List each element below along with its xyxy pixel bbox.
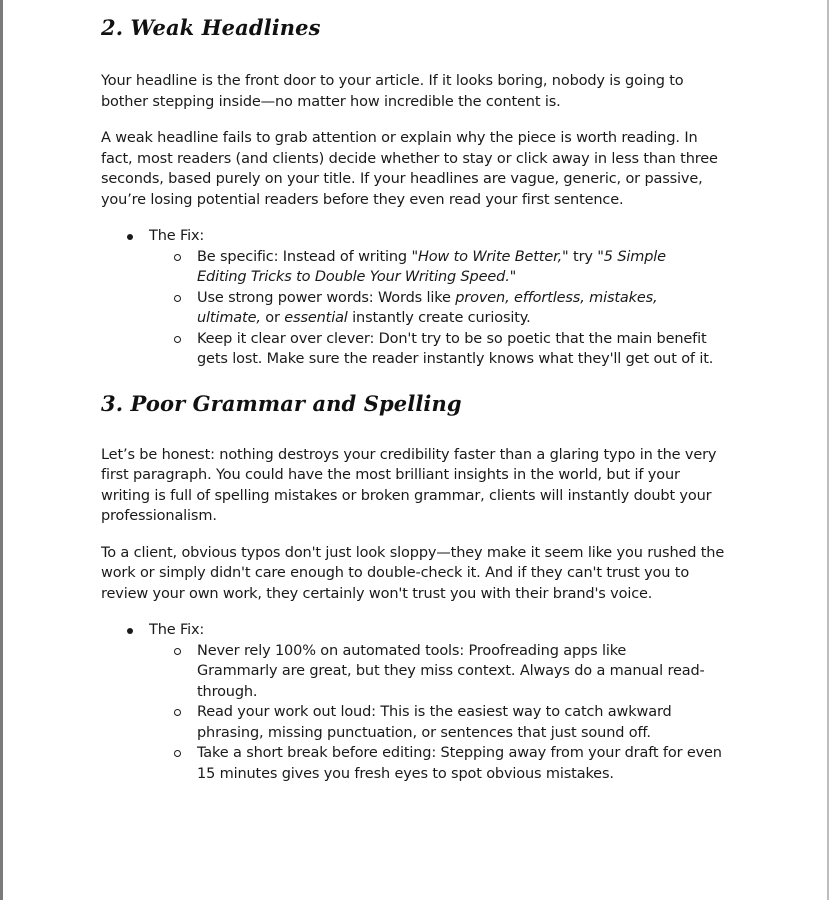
tip-emphasis: "How to Write Better," bbox=[411, 248, 569, 265]
tip-text: Take a short break before editing: Stepping away from your draft for even 15 minutes gives you fresh eyes to spot obvious mistakes. bbox=[197, 745, 722, 782]
fix-list bbox=[101, 226, 733, 370]
paragraph: A weak headline fails to grab attention or explain why the piece is worth reading. In fact, most readers (and clients) decide whether to stay or click away in less than three seconds, based purely on your title. If your headlines are vague, generic, or passive, you’re losing potential readers before they even read your first sentence. bbox=[101, 130, 718, 208]
section-heading-weak-headlines: 2. Weak Headlines bbox=[101, 15, 321, 40]
document-page bbox=[101, 14, 733, 784]
paragraph: Let’s be honest: nothing destroys your credibility faster than a glaring typo in the very first paragraph. You could have the most brilliant insights in the world, but if your writing is full of spelling mistakes or broken grammar, clients will instantly doubt your professionalism. bbox=[101, 446, 717, 524]
section-heading-grammar-spelling: 3. Poor Grammar and Spelling bbox=[101, 390, 462, 416]
tip-item bbox=[149, 702, 727, 743]
tip-text: Use strong power words: Words like bbox=[197, 289, 456, 306]
paragraph: To a client, obvious typos don't just look sloppy—they make it seem like you rushed the work or simply didn't care enough to double-check it. And if they can't trust you to review your own work, they certainly won't trust you with their brand's voice. bbox=[101, 544, 725, 602]
fix-sublist bbox=[149, 247, 733, 370]
fix-label: The Fix: bbox=[149, 622, 205, 638]
tip-text: try bbox=[568, 248, 598, 265]
tip-item bbox=[149, 743, 727, 784]
fix-label: The Fix: bbox=[149, 228, 205, 244]
tip-item bbox=[149, 247, 697, 288]
tip-text: Read your work out loud: This is the easiest way to catch awkward phrasing, missing punctuation, or sentences that just sound off. bbox=[197, 704, 672, 741]
tip-text: or bbox=[260, 310, 285, 326]
tip-emphasis: proven, effortless, mistakes, ultimate, bbox=[197, 289, 658, 326]
fix-sublist bbox=[149, 641, 733, 785]
fix-list bbox=[101, 620, 733, 784]
tip-item bbox=[149, 641, 707, 703]
paragraph: Your headline is the front door to your article. If it looks boring, nobody is going to bother stepping inside—no matter how incredible the content is. bbox=[101, 73, 684, 110]
tip-emphasis: "5 Simple Editing Tricks to Double Your Writing Speed." bbox=[197, 248, 666, 285]
tip-text: instantly create curiosity. bbox=[347, 310, 531, 326]
tip-text: Keep it clear over clever: Don't try to be so poetic that the main benefit gets lost. Make sure the reader instantly knows what they'll get out of it. bbox=[197, 330, 714, 367]
tip-text: Never rely 100% on automated tools: Proofreading apps like Grammarly are great, but they miss context. Always do a manual read-through. bbox=[197, 642, 705, 700]
tip-emphasis: essential bbox=[284, 310, 348, 326]
tip-item bbox=[149, 329, 717, 370]
tip-item bbox=[149, 288, 697, 329]
page-left-edge bbox=[0, 0, 3, 900]
fix-item bbox=[101, 620, 733, 784]
fix-item bbox=[101, 226, 733, 370]
tip-text: Be specific: Instead of writing bbox=[197, 248, 412, 265]
